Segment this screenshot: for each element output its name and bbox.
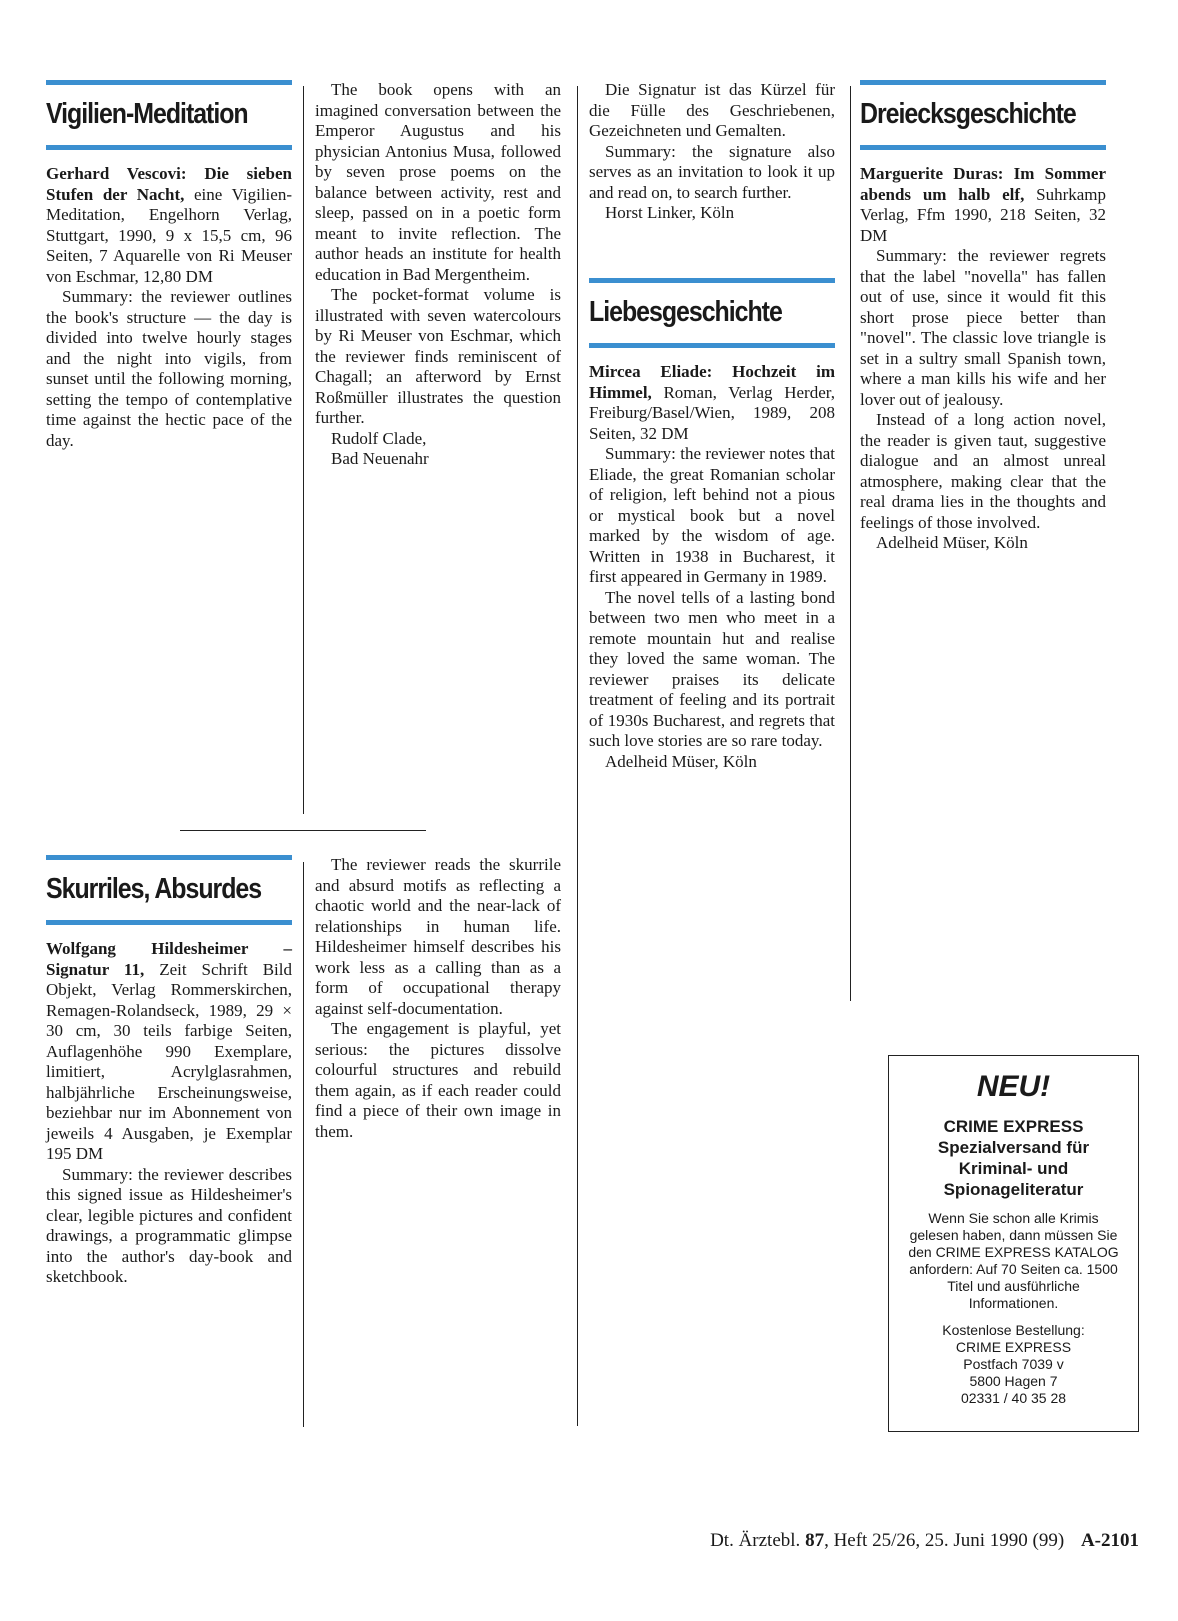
book-details: Suhrkamp Verlag, Ffm 1990, 218 Seiten, 32 DM xyxy=(860,184,1107,245)
ad-order-label: Kostenlose Bestellung: xyxy=(942,1322,1085,1338)
footer-volume: 87 xyxy=(805,1530,825,1551)
headline-block xyxy=(46,855,292,925)
signature-intro: Die Signatur ist das Kürzel für die Fülle des Geschriebenen, Gezeichneten und Gemalten. xyxy=(589,80,835,140)
article-vigilien-col2 xyxy=(315,80,561,470)
summary-paragraph: The novel tells of a lasting bond between two men who meet in a remote mountain hut and realise they loved the same woman. The reviewer praises its delicate treatment of feeling and its portrait of 1930s Bucharest, and regrets that such love stories are so rare today. xyxy=(589,587,835,750)
signature-note: Summary: the signature also serves as an invitation to look it up and read on, to search further. xyxy=(589,141,835,202)
footer-issue: , Heft 25/26, 25. Juni 1990 (99) xyxy=(824,1530,1065,1551)
reviewer-place: Bad Neuenahr xyxy=(331,449,429,468)
headline-dreiecks: Dreiecksgeschichte xyxy=(860,98,1076,130)
reviewer-name: Horst Linker, Köln xyxy=(605,203,735,222)
summary-paragraph: Summary: the reviewer outlines the book's structure — the day is divided into twelve hourly stages and the night into vigils, from sunset until the following morning, setting the tempo of contemplative time against the hectic pace of the day. xyxy=(46,287,292,450)
book-info-liebes xyxy=(589,362,835,444)
headline-block xyxy=(860,80,1106,150)
article-skurriles-col2 xyxy=(315,855,561,1142)
summary-paragraph: The pocket-format volume is illustrated with seven watercolours by Ri Meuser von Eschmar, which the reviewer finds reminiscent of Chagall; an afterword by Ernst Roßmüller illustrates the question further. xyxy=(315,285,561,427)
section-divider xyxy=(180,830,426,831)
reviewer-name: Adelheid Müser, Köln xyxy=(605,751,757,771)
summary-paragraph: The book opens with an imagined conversation between the Emperor Augustus and his physician Antonius Musa, followed by seven prose poems on the balance between activity, rest and sleep, passed on in a poetic form meant to invite reflection. The author heads an institute for health education in Bad Mergentheim. xyxy=(315,80,561,284)
summary-paragraph: The reviewer reads the skurrile and absurd motifs as reflecting a chaotic world and the near-lack of relationships in human life. Hildesheimer himself describes his work less as a calling than as a form of occupational therapy against self-documentation. xyxy=(315,855,561,1018)
book-title: Mircea Eliade: Hochzeit im Himmel, xyxy=(589,362,835,402)
summary-paragraph: Summary: the reviewer describes this signed issue as Hildesheimer's clear, legible pictures and confident drawings, a programmatic glimpse into the author's day-book and sketchbook. xyxy=(46,1164,292,1286)
book-details: eine Vigilien-Meditation, Engelhorn Verlag, Stuttgart, 1990, 9 x 15,5 cm, 96 Seiten, 7 Aquarelle von Ri Meuser von Eschmar, 12,80 DM xyxy=(46,184,292,286)
article-dreiecks xyxy=(860,80,1106,554)
book-info-skurriles xyxy=(46,939,292,1165)
headline-block xyxy=(589,278,835,348)
summary-paragraph: Summary: the reviewer notes that Eliade, the great Romanian scholar of religion, left behind not a pious or mystical book but a novel marked by the wisdom of age. Written in 1938 in Bucharest, it first appeared in Germany in 1989. xyxy=(589,444,835,586)
headline-block xyxy=(46,80,292,150)
ad-postfach: Postfach 7039 v xyxy=(963,1356,1064,1372)
footer-journal: Dt. Ärztebl. xyxy=(710,1530,801,1551)
footer-page-number: A-2101 xyxy=(1080,1530,1139,1551)
ad-phone: 02331 / 40 35 28 xyxy=(960,1390,1067,1406)
headline-liebes: Liebesgeschichte xyxy=(589,296,782,328)
article-skurriles-col3 xyxy=(589,80,835,224)
book-details: Zeit Schrift Bild Objekt, Verlag Rommerskirchen, Remagen-Rolandseck, 1989, 29 × 30 cm, 30 teils farbige Seiten, Auflagenhöhe 990 Exemplare, limitiert, Acrylglasrahmen, halbjährliche Erscheinungsweise, beziehbar nur im Abonnement von jeweils 4 Ausgaben, je Exemplar 195 DM xyxy=(46,959,292,1163)
ad-order-block xyxy=(889,1322,1138,1407)
article-vigilien-col1 xyxy=(46,80,292,451)
reviewer-name: Adelheid Müser, Köln xyxy=(876,533,1028,552)
book-title: Wolfgang Hildesheimer – Signatur 11, xyxy=(46,939,292,979)
column-rule xyxy=(303,862,304,1427)
book-info-dreiecks xyxy=(860,164,1106,246)
headline-skurriles: Skurriles, Absurdes xyxy=(46,873,262,905)
headline-vigilien: Vigilien-Meditation xyxy=(46,98,248,130)
column-rule xyxy=(577,86,578,1426)
book-info-vigilien xyxy=(46,164,292,287)
book-title: Marguerite Duras: Im Sommer abends um halb elf, xyxy=(860,164,1106,204)
book-details: Roman, Verlag Herder, Freiburg/Basel/Wien, 1989, 208 Seiten, 32 DM xyxy=(589,382,835,443)
ad-city: 5800 Hagen 7 xyxy=(969,1373,1058,1389)
page-footer xyxy=(634,1530,1139,1552)
summary-paragraph: The engagement is playful, yet serious: the pictures dissolve colourful structures and rebuild them again, as if each reader could find a piece of their own image in them. xyxy=(315,1019,561,1141)
column-rule xyxy=(850,86,851,1001)
ad-subtitle: Spezialversand für Kriminal- und Spionageliteratur xyxy=(937,1138,1090,1199)
ad-body: Wenn Sie schon alle Krimis gelesen haben, dann müssen Sie den CRIME EXPRESS KATALOG anfordern: Auf 70 Seiten ca. 1500 Titel und ausführliche Informationen. xyxy=(908,1210,1119,1311)
ad-company: CRIME EXPRESS xyxy=(955,1339,1072,1355)
column-rule xyxy=(303,86,304,814)
ad-neu: NEU! xyxy=(976,1070,1051,1103)
summary-paragraph: Instead of a long action novel, the reader is given taut, suggestive dialogue and an almost unreal atmosphere, making clear that the real drama lies in the thoughts and feelings of those involved. xyxy=(860,410,1106,532)
article-skurriles-col1 xyxy=(46,855,292,1288)
crime-express-ad xyxy=(888,1055,1139,1432)
summary-paragraph: Summary: the reviewer regrets that the label "novella" has fallen out of use, since it would fit this short prose piece better than "novel". The classic love triangle is set in a sultry small Spanish town, where a man kills his wife and her lover out of jealousy. xyxy=(860,246,1106,409)
article-liebes xyxy=(589,278,835,772)
book-title: Gerhard Vescovi: Die sieben Stufen der Nacht, xyxy=(46,164,292,204)
ad-title: CRIME EXPRESS xyxy=(943,1117,1084,1136)
reviewer-name: Rudolf Clade, xyxy=(331,428,427,448)
